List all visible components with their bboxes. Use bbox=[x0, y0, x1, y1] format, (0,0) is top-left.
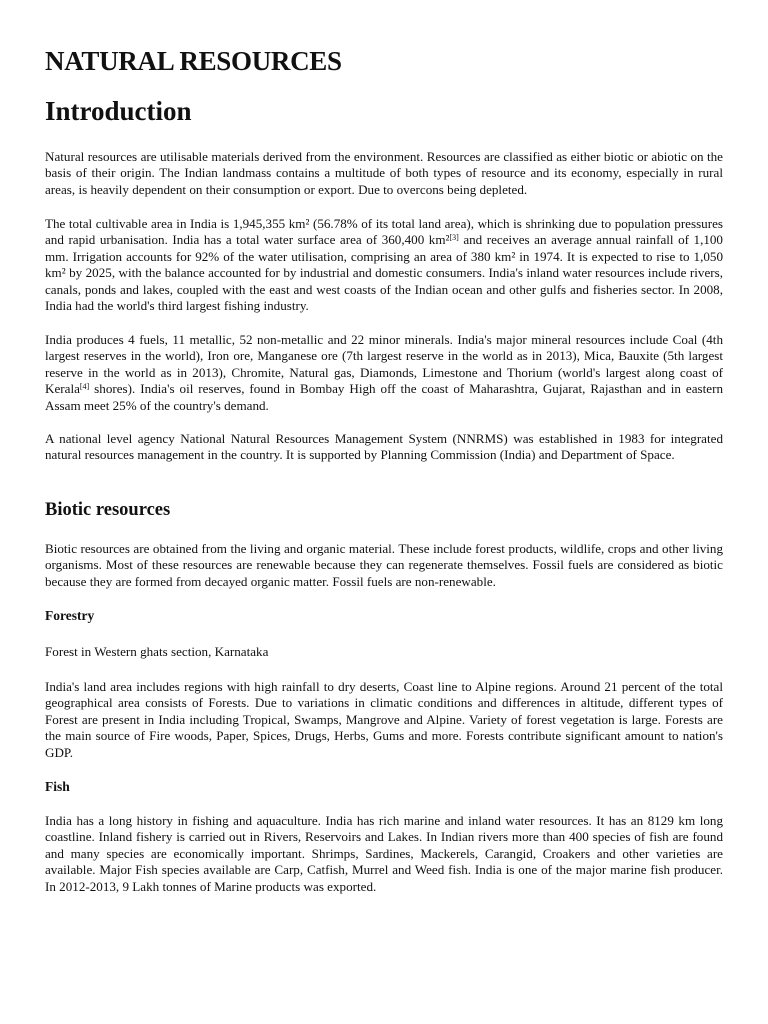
introduction-heading: Introduction bbox=[45, 96, 192, 126]
biotic-resources-heading: Biotic resources bbox=[45, 500, 171, 520]
intro-paragraph-1: Natural resources are utilisable materials derived from the environment. Resources are classified as either biotic or abiotic on the basis of their origin. The Indian landmass contains a multitude of both types of resource and its economy, especially in rural areas, is heavily dependent on their consumption or export. Due to overcons being depleted. bbox=[45, 149, 723, 197]
citation-3: [3] bbox=[449, 233, 459, 243]
forestry-heading: Forestry bbox=[45, 608, 95, 623]
intro-paragraph-3 bbox=[45, 332, 723, 414]
intro-paragraph-2 bbox=[45, 216, 723, 314]
biotic-paragraph-1: Biotic resources are obtained from the living and organic material. These include forest products, wildlife, crops and other living organisms. Most of these resources are renewable because they can regenerate themselves. Fossil fuels are considered as biotic because they are formed from decayed organic matter. Fossil fuels are non-renewable. bbox=[45, 541, 723, 589]
fish-paragraph: India has a long history in fishing and aquaculture. India has rich marine and inland water resources. It has an 8129 km long coastline. Inland fishery is carried out in Rivers, Reservoirs and Lakes. In Indian rivers more than 400 species of fish are found and many species are economically important. Shrimps, Sardines, Mackerels, Carangid, Croakers and other varieties are available. Major Fish species available are Carp, Catfish, Murrel and Weed fish. India is one of the major marine fish producer. In 2012-2013, 9 Lakh tonnes of Marine products was exported. bbox=[45, 813, 723, 894]
intro-paragraph-3-text-b: shores). India's oil reserves, found in Bombay High off the coast of Maharashtra, Gujarat, Rajasthan and in eastern Assam meet 25% of the country's demand. bbox=[45, 381, 723, 413]
intro-paragraph-4: A national level agency National Natural Resources Management System (NNRMS) was established in 1983 for integrated natural resources management in the country. It is supported by Planning Commission (India) and Department of Space. bbox=[45, 431, 723, 463]
intro-paragraph-3-text-a: India produces 4 fuels, 11 metallic, 52 non-metallic and 22 minor minerals. India's major mineral resources include Coal (4th largest reserves in the world), Iron ore, Manganese ore (7th largest reserve in the world as in 2013), Mica, Bauxite (5th largest reserve in the world as in 2013), Chromite, Natural gas, Diamonds, Limestone and Thorium (world's largest along coast of Kerala bbox=[45, 332, 723, 397]
document-title: NATURAL RESOURCES bbox=[45, 46, 342, 76]
forestry-image-caption: Forest in Western ghats section, Karnataka bbox=[45, 644, 269, 659]
fish-heading: Fish bbox=[45, 779, 70, 794]
intro-paragraph-2-text-a: The total cultivable area in India is 1,945,355 km² (56.78% of its total land area), which is shrinking due to population pressures and rapid urbanisation. India has a total water surface area of 360,400 km² bbox=[45, 216, 723, 248]
intro-paragraph-2-text-b: and receives an average annual rainfall of 1,100 mm. Irrigation accounts for 92% of the water utilisation, comprising an area of 380 km² in 1974. It is expected to rise to 1,050 km² by 2025, with the balance accounted for by industrial and domestic consumers. India's inland water resources include rivers, canals, ponds and lakes, coupled with the east and west coasts of the Indian ocean and other gulfs and fisheries sector. In 2008, India had the world's third largest fishing industry. bbox=[45, 232, 723, 314]
forestry-paragraph: India's land area includes regions with high rainfall to dry deserts, Coast line to Alpine regions. Around 21 percent of the total geographical area consists of Forests. Due to variations in climatic conditions and differences in altitude, different types of Forest are present in India including Tropical, Swamps, Mangrove and Alpine. Variety of forest vegetation is large. Forests are the main source of Fire woods, Paper, Spices, Drugs, Herbs, Gums and more. Forests contribute significant amount to nation's GDP. bbox=[45, 679, 723, 760]
citation-4: [4] bbox=[79, 382, 90, 392]
